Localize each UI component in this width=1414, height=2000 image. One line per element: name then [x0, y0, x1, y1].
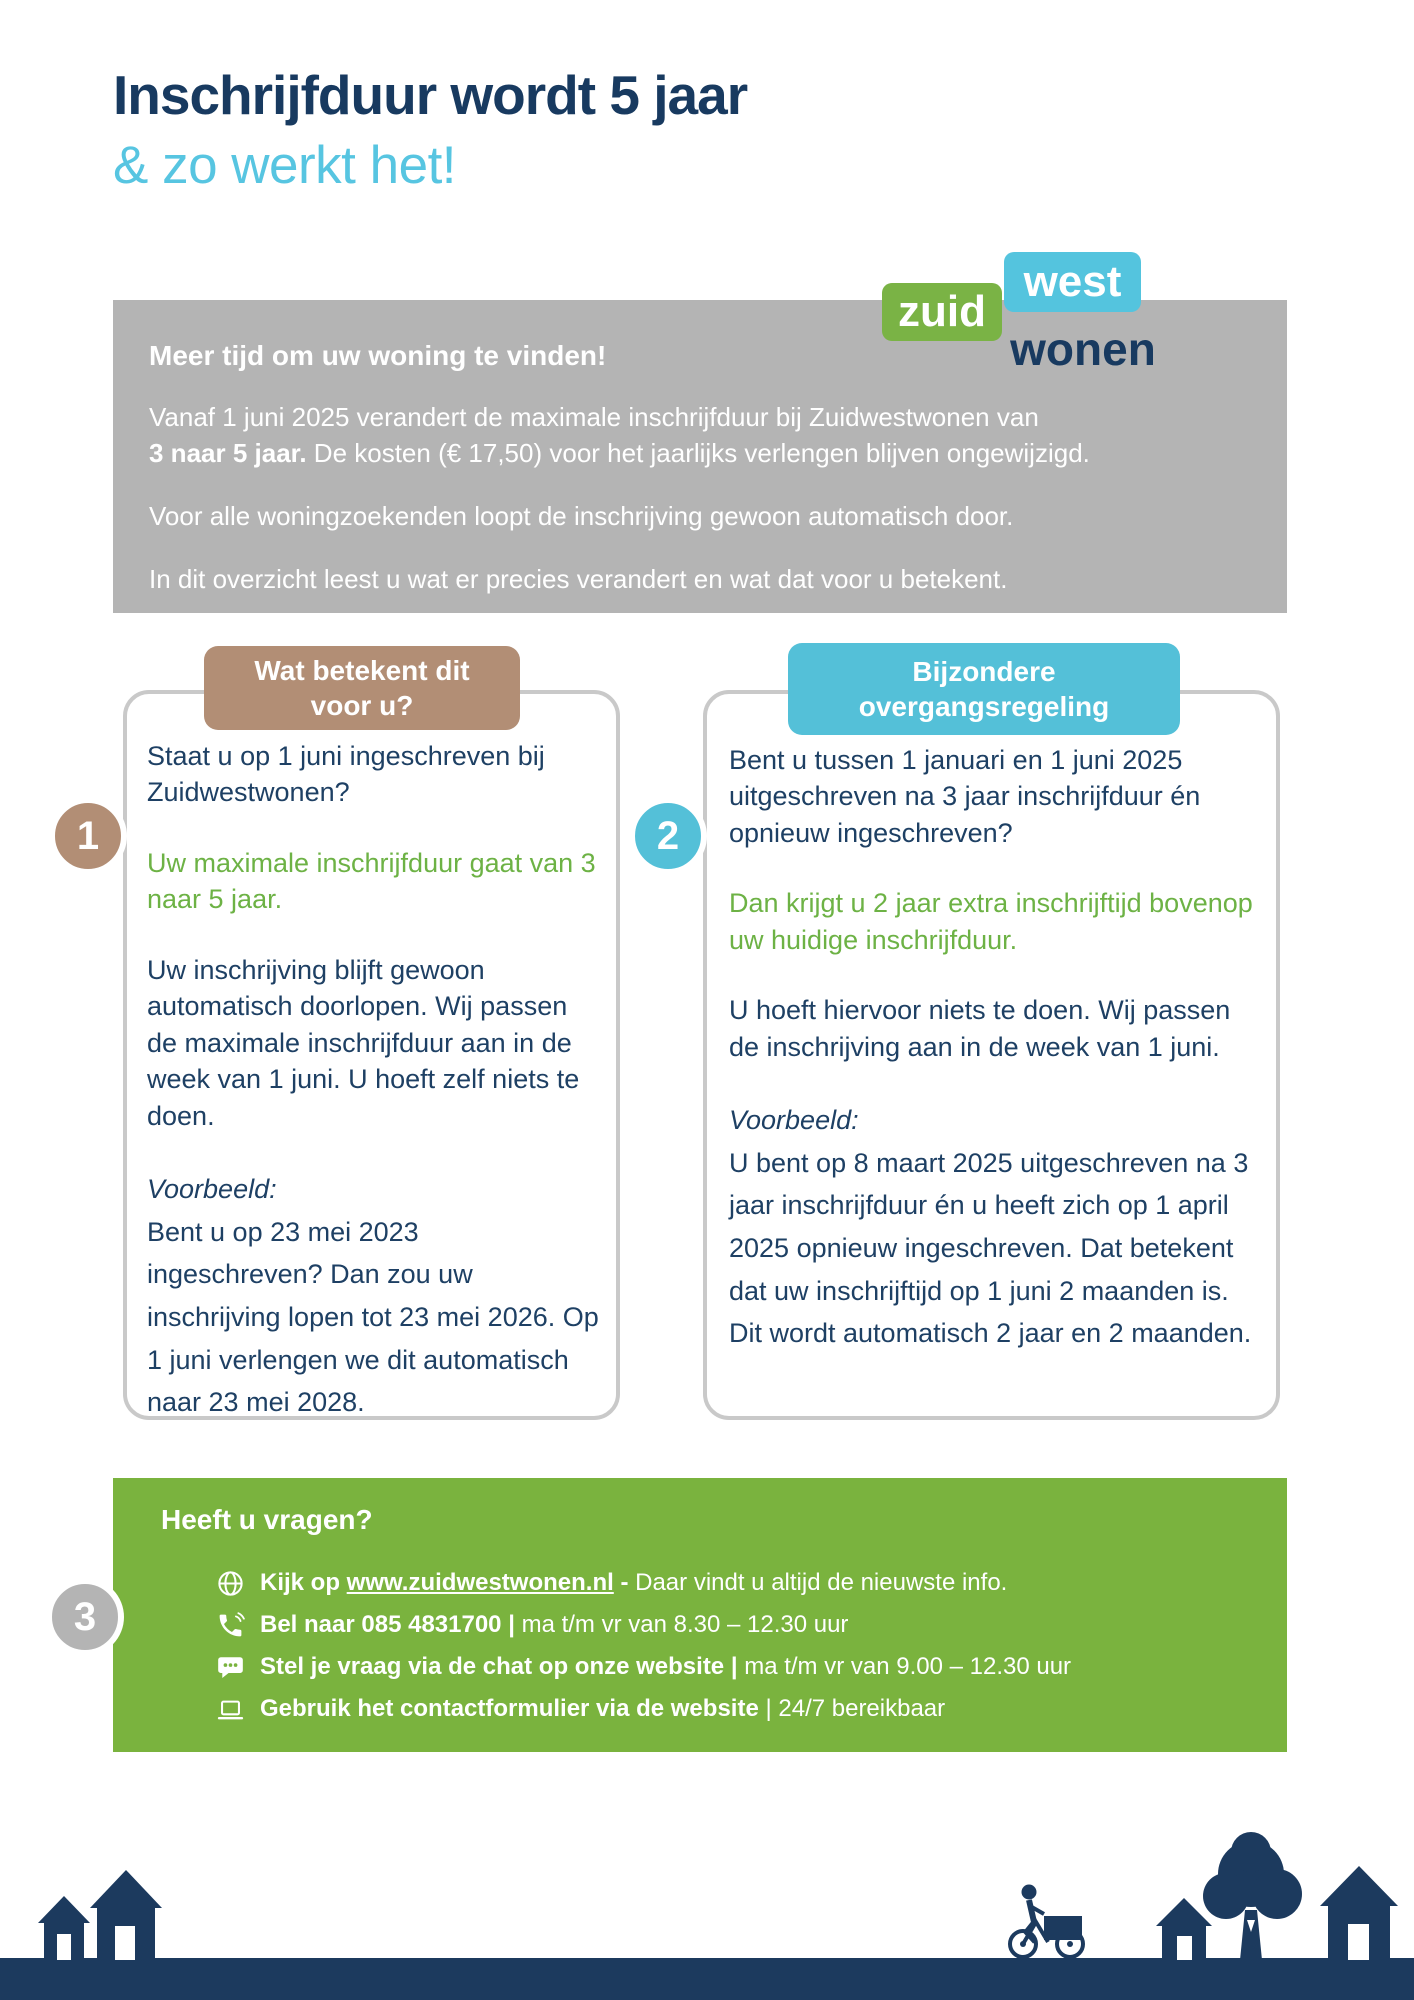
tree [1203, 1832, 1302, 1960]
contact-item-website [161, 1568, 1257, 1598]
contact-panel [113, 1478, 1287, 1752]
intro-heading: Meer tijd om uw woning te vinden! [149, 340, 607, 371]
small-house [1156, 1898, 1212, 1960]
large-house [90, 1870, 162, 1960]
card2-paragraph-3: U hoeft hiervoor niets te doen. Wij passen de inschrijving aan in de week van 1 juni. [729, 995, 1231, 1062]
cargo-bike-rider [1010, 1885, 1083, 1958]
intro-p1-bold: 3 naar 5 jaar. [149, 437, 307, 468]
card2-paragraph-1: Bent u tussen 1 januari en 1 juni 2025 uitgeschreven na 3 jaar inschrijfduur én opnieuw ingeschreven? [729, 745, 1201, 848]
intro-paragraph-3: In dit overzicht leest u wat er precies verandert en wat dat voor u betekent. [149, 563, 1008, 594]
card-transition-rule [703, 690, 1280, 1420]
logo-zuid-text: zuid [898, 287, 986, 336]
logo-zuid-badge [882, 283, 1002, 341]
contact-item-text [260, 1694, 945, 1724]
globe-icon [216, 1569, 245, 1598]
contact-item-text [260, 1568, 1007, 1598]
contact-phone-bold: Bel naar 085 4831700 | [260, 1611, 515, 1638]
page-header [113, 62, 747, 198]
card2-example-label: Voorbeeld: [729, 1105, 859, 1136]
footer-scene [0, 1830, 1414, 2000]
logo-wonen-text: wonen [1010, 323, 1156, 375]
contact-chat-bold: Stel je vraag via de chat op onze website | [260, 1653, 738, 1680]
contact-list [161, 1568, 1257, 1724]
card1-paragraph-1: Staat u op 1 juni ingeschreven bij Zuidwestwonen? [147, 741, 545, 808]
contact-form-rest: | 24/7 bereikbaar [758, 1695, 946, 1722]
contact-item-text [260, 1652, 1071, 1682]
card2-example [729, 1099, 1260, 1355]
intro-p1-rest: De kosten (€ 17,50) voor het jaarlijks verlengen blijven ongewijzigd. [306, 437, 1090, 468]
step-3-badge: 3 [46, 1578, 124, 1656]
contact-heading: Heeft u vragen? [161, 1504, 373, 1535]
intro-paragraph-1 [149, 400, 1149, 472]
laptop-icon [216, 1695, 245, 1724]
card2-paragraph-green: Dan krijgt u 2 jaar extra inschrijftijd bovenop uw huidige inschrijfduur. [729, 888, 1253, 955]
card2-example-text: U bent op 8 maart 2025 uitgeschreven na 3 jaar inschrijfduur én u heeft zich op 1 april 2025 opnieuw ingeschreven. Dat betekent dat uw inschrijftijd op 1 juni 2 maanden is. Dit wordt automatisch 2 jaar en 2 maanden. [729, 1147, 1252, 1349]
card1-example [147, 1168, 600, 1424]
small-house [38, 1896, 90, 1960]
footer-illustration [0, 1830, 1414, 2000]
intro-p1-line1: Vanaf 1 juni 2025 verandert de maximale inschrijfduur bij Zuidwestwonen van [149, 402, 1039, 432]
step-2-badge: 2 [629, 797, 707, 875]
intro-paragraph-2: Voor alle woningzoekenden loopt de inschrijving gewoon automatisch door. [149, 500, 1014, 531]
contact-website-rest: Daar vindt u altijd de nieuwste info. [635, 1569, 1008, 1596]
card1-example-label: Voorbeeld: [147, 1173, 277, 1204]
contact-phone-rest: ma t/m vr van 8.30 – 12.30 uur [514, 1611, 849, 1638]
ground-bar [0, 1958, 1414, 2000]
contact-website-bold-prefix: Kijk op [260, 1569, 347, 1596]
card1-header: Wat betekent dit voor u? [204, 646, 520, 730]
contact-chat-rest: ma t/m vr van 9.00 – 12.30 uur [737, 1653, 1072, 1680]
logo-west-badge [1004, 252, 1141, 312]
contact-form-bold: Gebruik het contactformulier via de website [260, 1695, 759, 1722]
chat-icon [216, 1653, 245, 1682]
card1-paragraph-3: Uw inschrijving blijft gewoon automatisch doorlopen. Wij passen de maximale inschrijfduur aan in de week van 1 juni. U hoeft zelf niets te doen. [147, 954, 580, 1131]
website-link[interactable]: www.zuidwestwonen.nl [346, 1569, 614, 1596]
logo-west-text: west [1023, 257, 1122, 306]
contact-website-bold-suffix: - [613, 1569, 636, 1596]
contact-item-form [161, 1694, 1257, 1724]
card-what-does-it-mean [123, 690, 620, 1420]
large-house [1320, 1866, 1398, 1960]
card2-header: Bijzondere overgangsregeling [788, 643, 1180, 735]
contact-item-text [260, 1610, 848, 1640]
card1-example-text: Bent u op 23 mei 2023 ingeschreven? Dan zou uw inschrijving lopen tot 23 mei 2026. Op 1 juni verlengen we dit automatisch naar 23 mei 2028. [147, 1216, 599, 1418]
card1-paragraph-green: Uw maximale inschrijfduur gaat van 3 naar 5 jaar. [147, 847, 596, 915]
phone-icon [216, 1611, 245, 1640]
contact-item-phone [161, 1610, 1257, 1640]
contact-item-chat [161, 1652, 1257, 1682]
page-subtitle: & zo werkt het! [113, 136, 457, 195]
step-1-badge: 1 [49, 797, 127, 875]
page-title: Inschrijfduur wordt 5 jaar [113, 64, 748, 126]
